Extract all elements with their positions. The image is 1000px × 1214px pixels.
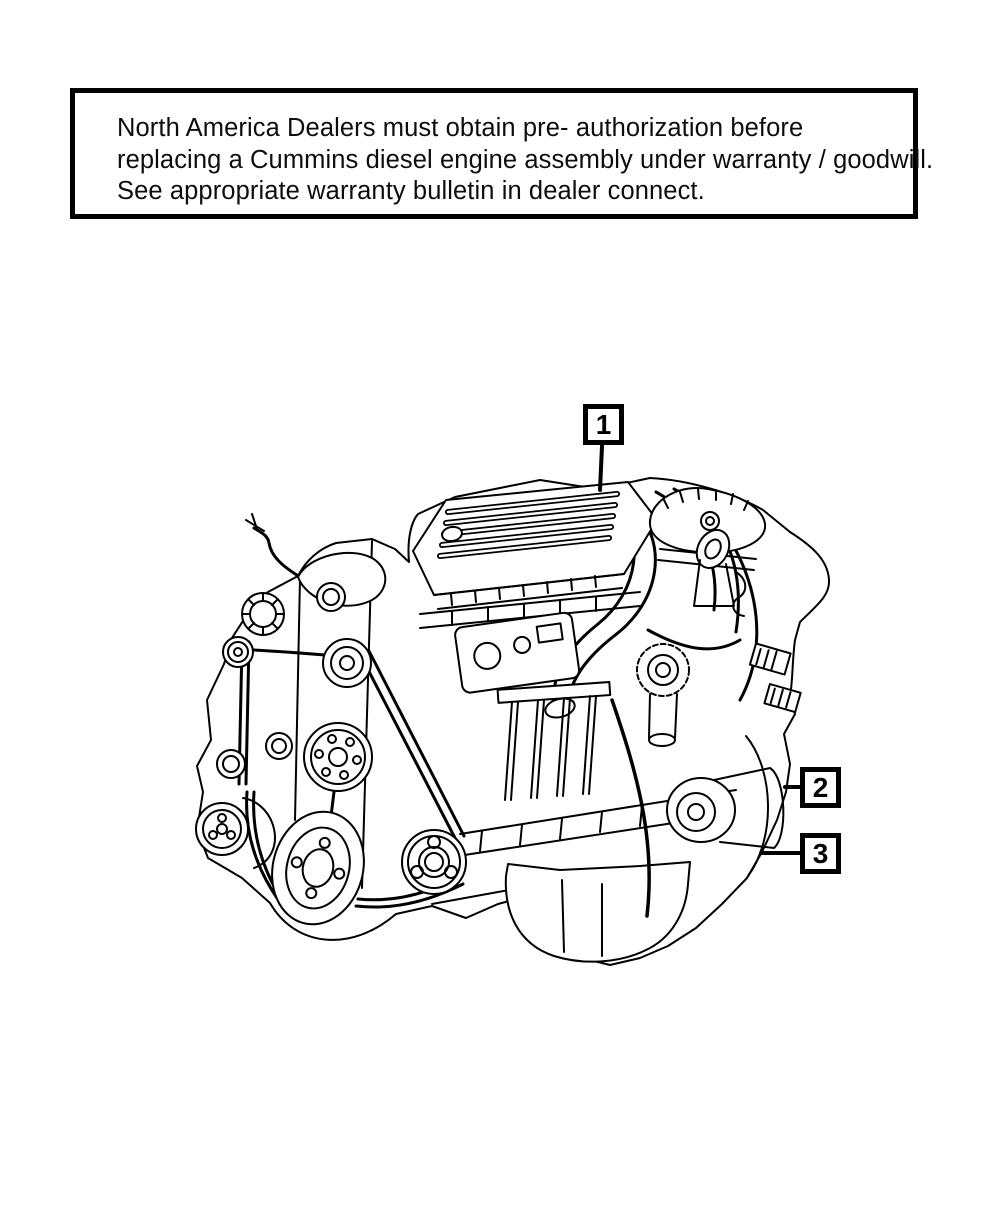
- callout-box-2[interactable]: [800, 767, 841, 808]
- notice-line-3: See appropriate warranty bulletin in dealer connect.: [117, 177, 705, 205]
- alternator: [242, 593, 284, 635]
- power-steering-pulley: [402, 830, 466, 894]
- notice-line-2: replacing a Cummins diesel engine assembly under warranty / goodwill.: [117, 145, 934, 174]
- tensioner-pulley: [323, 639, 371, 687]
- water-pump-pulley: [304, 723, 372, 791]
- callout-label-2: 2: [812, 771, 829, 803]
- callout-label-1: 1: [595, 408, 612, 440]
- callout-label-3: 3: [812, 837, 829, 869]
- notice-line-1: North America Dealers must obtain pre- authorization before: [117, 114, 804, 142]
- callout-box-3[interactable]: [800, 833, 841, 874]
- callout-1-leader: [600, 446, 602, 490]
- callout-box-1[interactable]: [583, 404, 624, 445]
